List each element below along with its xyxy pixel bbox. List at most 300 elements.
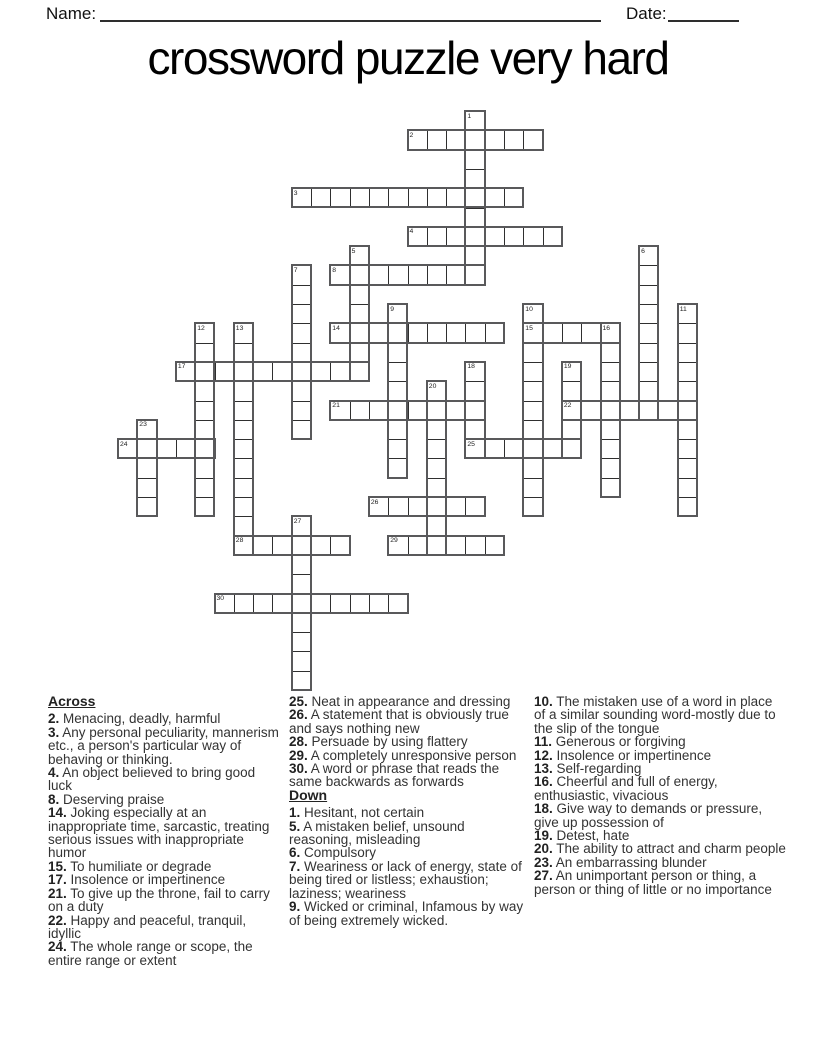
grid-cell[interactable]	[504, 439, 524, 459]
grid-cell[interactable]	[678, 362, 698, 382]
grid-cell[interactable]	[408, 401, 428, 421]
clue-item-12: 12. Insolence or impertinence	[534, 747, 712, 763]
grid-cell[interactable]	[601, 343, 621, 363]
clue-item-4: 4. An object believed to bring good luck	[48, 765, 256, 794]
grid-cell[interactable]	[427, 130, 447, 150]
grid-cell[interactable]	[562, 323, 582, 343]
clue-number-label: 2.	[48, 711, 60, 727]
cell-number: 26	[370, 498, 379, 506]
grid-cell[interactable]	[446, 497, 466, 517]
grid-cell[interactable]	[523, 362, 543, 382]
grid-cell[interactable]	[195, 420, 215, 440]
clue-number-label: 15.	[48, 858, 67, 874]
clues-heading-down: Down	[289, 786, 328, 803]
grid-cell[interactable]	[330, 401, 350, 421]
grid-cell[interactable]	[601, 458, 621, 478]
grid-cell[interactable]	[272, 362, 292, 382]
cell-number: 13	[235, 324, 244, 332]
grid-cell[interactable]	[292, 613, 312, 633]
grid-cell[interactable]	[678, 401, 698, 421]
grid-cell[interactable]	[272, 594, 292, 614]
grid-cell[interactable]	[234, 420, 254, 440]
cell-number: 19	[563, 363, 572, 371]
name-line[interactable]	[100, 20, 601, 22]
cell-number: 14	[332, 324, 340, 332]
cell-number: 30	[216, 595, 225, 602]
grid-cell[interactable]	[234, 362, 254, 382]
grid-cell[interactable]	[388, 536, 408, 556]
grid-cell[interactable]	[523, 343, 543, 363]
cell-number: 15	[525, 324, 533, 332]
grid-cell[interactable]	[195, 362, 215, 382]
date-label: Date:	[626, 4, 667, 23]
clue-number-label: 8.	[48, 791, 60, 807]
grid-cell[interactable]	[369, 323, 389, 343]
clue-number-label: 20.	[534, 841, 553, 857]
grid-cell[interactable]	[485, 439, 505, 459]
clue-number-label: 3.	[48, 724, 60, 740]
grid-cell[interactable]	[292, 265, 312, 285]
grid-cell[interactable]	[292, 401, 312, 421]
grid-cell[interactable]	[678, 343, 698, 363]
grid-cell[interactable]	[369, 188, 389, 208]
grid-cell[interactable]	[292, 362, 312, 382]
cell-number: 18	[467, 363, 475, 371]
grid-cell[interactable]	[446, 323, 466, 343]
cell-number: 29	[390, 537, 398, 545]
cell-number: 11	[679, 305, 687, 313]
grid-cell[interactable]	[465, 401, 485, 421]
grid-cell[interactable]	[678, 478, 698, 498]
grid-cell[interactable]	[523, 130, 543, 150]
grid-cell[interactable]	[369, 497, 389, 517]
grid-cell[interactable]	[234, 439, 254, 459]
grid-cell[interactable]	[215, 594, 235, 614]
grid-cell[interactable]	[195, 381, 215, 401]
clue-number-label: 14.	[48, 805, 67, 821]
grid-cell[interactable]	[581, 401, 601, 421]
clue-item-30: 30. A word or phrase that reads the same backwards as forwards	[289, 761, 500, 790]
grid-cell[interactable]	[446, 188, 466, 208]
grid-cell[interactable]	[292, 420, 312, 440]
grid-cell[interactable]	[620, 401, 640, 421]
cell-number: 23	[139, 421, 147, 429]
grid-cell[interactable]	[485, 188, 505, 208]
grid-cell[interactable]	[523, 323, 543, 343]
grid-cell[interactable]	[601, 381, 621, 401]
grid-cell[interactable]	[292, 188, 312, 208]
grid-cell[interactable]	[562, 420, 582, 440]
grid-cell[interactable]	[523, 478, 543, 498]
grid-cell[interactable]	[678, 458, 698, 478]
grid-cell[interactable]	[465, 246, 485, 266]
grid-cell[interactable]	[137, 478, 157, 498]
grid-cell[interactable]	[388, 458, 408, 478]
grid-cell[interactable]	[678, 497, 698, 517]
grid-cell[interactable]	[388, 401, 408, 421]
grid-cell[interactable]	[408, 265, 428, 285]
grid-cell[interactable]	[601, 401, 621, 421]
grid-cell[interactable]	[350, 265, 370, 285]
grid-cell[interactable]	[330, 188, 350, 208]
grid-cell[interactable]	[639, 285, 659, 305]
grid-cell[interactable]	[427, 323, 447, 343]
grid-cell[interactable]	[292, 536, 312, 556]
grid-cell[interactable]	[562, 362, 582, 382]
grid-cell[interactable]	[408, 536, 428, 556]
grid-cell[interactable]	[601, 362, 621, 382]
grid-cell[interactable]	[292, 632, 312, 652]
grid-cell[interactable]	[427, 516, 447, 536]
grid-cell[interactable]	[137, 439, 157, 459]
grid-cell[interactable]	[350, 343, 370, 363]
grid-cell[interactable]	[504, 130, 524, 150]
grid-cell[interactable]	[234, 594, 254, 614]
grid-cell[interactable]	[195, 401, 215, 421]
grid-cell[interactable]	[330, 323, 350, 343]
cell-number: 6	[641, 247, 645, 255]
grid-cell[interactable]	[292, 304, 312, 324]
grid-cell[interactable]	[465, 536, 485, 556]
clue-item-8: 8. Deserving praise	[48, 791, 165, 807]
grid-cell[interactable]	[176, 362, 196, 382]
clue-item-17: 17. Insolence or impertinence	[48, 872, 226, 888]
grid-cell[interactable]	[427, 401, 447, 421]
clue-number-label: 21.	[48, 885, 67, 901]
clue-number-label: 16.	[534, 774, 553, 790]
grid-cell[interactable]	[465, 188, 485, 208]
grid-cell[interactable]	[427, 265, 447, 285]
grid-cell[interactable]	[311, 362, 331, 382]
clue-number-label: 25.	[289, 694, 308, 709]
clue-number-label: 12.	[534, 747, 553, 763]
grid-cell[interactable]	[446, 130, 466, 150]
cell-number: 16	[602, 324, 611, 332]
cell-number: 28	[235, 537, 244, 545]
grid-cell[interactable]	[485, 130, 505, 150]
grid-cell[interactable]	[639, 265, 659, 285]
cell-number: 7	[293, 266, 298, 274]
grid-cell[interactable]	[350, 401, 370, 421]
grid-cell[interactable]	[678, 420, 698, 440]
grid-cell[interactable]	[234, 536, 254, 556]
grid-cell[interactable]	[408, 227, 428, 247]
grid-cell[interactable]	[465, 381, 485, 401]
grid-cell[interactable]	[639, 401, 659, 421]
grid-cell[interactable]	[253, 594, 273, 614]
clue-number-label: 1.	[289, 805, 301, 821]
grid-cell[interactable]	[601, 439, 621, 459]
grid-cell[interactable]	[195, 458, 215, 478]
clue-item-26: 26. A statement that is obviously true and says nothing new	[289, 707, 509, 736]
clue-item-14: 14. Joking especially at an inappropriate time, sarcastic, treating serious issues with inappropriate humor	[48, 805, 270, 861]
grid-cell[interactable]	[523, 458, 543, 478]
grid-cell[interactable]	[427, 478, 447, 498]
clue-number-label: 30.	[289, 761, 308, 777]
grid-cell[interactable]	[639, 362, 659, 382]
cell-number: 25	[467, 440, 475, 448]
grid-cell[interactable]	[137, 497, 157, 517]
clue-item-7: 7. Weariness or lack of energy, state of being tired or listless; exhaustion; laziness; weariness	[289, 858, 522, 901]
grid-cell[interactable]	[427, 536, 447, 556]
grid-cell[interactable]	[253, 362, 273, 382]
grid-cell[interactable]	[639, 304, 659, 324]
grid-cell[interactable]	[465, 169, 485, 189]
grid-cell[interactable]	[234, 381, 254, 401]
grid-cell[interactable]	[504, 227, 524, 247]
clue-item-23: 23. An embarrassing blunder	[534, 854, 707, 870]
clue-number-label: 9.	[289, 899, 301, 915]
grid-cell[interactable]	[292, 574, 312, 594]
grid-cell[interactable]	[465, 265, 485, 285]
grid-cell[interactable]	[388, 594, 408, 614]
grid-cell[interactable]	[195, 497, 215, 517]
grid-cell[interactable]	[523, 401, 543, 421]
grid-cell[interactable]	[388, 304, 408, 324]
grid-cell[interactable]	[523, 304, 543, 324]
grid-cell[interactable]	[234, 497, 254, 517]
grid-cell[interactable]	[465, 227, 485, 247]
grid-cell[interactable]	[369, 401, 389, 421]
grid-cell[interactable]	[562, 439, 582, 459]
grid-cell[interactable]	[523, 227, 543, 247]
clue-item-24: 24. The whole range or scope, the entire range or extent	[48, 939, 253, 968]
grid-cell[interactable]	[678, 439, 698, 459]
grid-cell[interactable]	[350, 285, 370, 305]
grid-cell[interactable]	[369, 594, 389, 614]
grid-cell[interactable]	[427, 439, 447, 459]
grid-cell[interactable]	[465, 111, 485, 131]
grid-cell[interactable]	[234, 323, 254, 343]
grid-cell[interactable]	[311, 188, 331, 208]
grid-cell[interactable]	[234, 343, 254, 363]
grid-cell[interactable]	[465, 323, 485, 343]
grid-cell[interactable]	[408, 130, 428, 150]
grid-cell[interactable]	[118, 439, 138, 459]
grid-cell[interactable]	[350, 594, 370, 614]
grid-cell[interactable]	[543, 323, 563, 343]
grid-cell[interactable]	[543, 227, 563, 247]
grid-cell[interactable]	[446, 536, 466, 556]
grid-cell[interactable]	[427, 381, 447, 401]
grid-cell[interactable]	[408, 323, 428, 343]
cell-number: 3	[293, 189, 298, 197]
grid-cell[interactable]	[388, 188, 408, 208]
cell-number: 21	[332, 402, 340, 409]
grid-cell[interactable]	[157, 439, 177, 459]
cell-number: 8	[332, 266, 337, 274]
grid-cell[interactable]	[446, 227, 466, 247]
grid-cell[interactable]	[465, 497, 485, 517]
clue-item-3: 3. Any personal peculiarity, mannerism etc., a person's particular way of behaving or thinking.	[48, 724, 279, 767]
grid-cell[interactable]	[292, 555, 312, 575]
clue-number-label: 29.	[289, 747, 308, 763]
clue-number-label: 11.	[534, 734, 553, 750]
clues-column-1	[48, 695, 281, 967]
grid-cell[interactable]	[330, 362, 350, 382]
clue-number-label: 4.	[48, 765, 60, 781]
clue-item-18: 18. Give way to demands or pressure, give up possession of	[534, 801, 763, 830]
grid-cell[interactable]	[350, 362, 370, 382]
grid-cell[interactable]	[330, 594, 350, 614]
grid-cell[interactable]	[408, 188, 428, 208]
grid-cell[interactable]	[195, 478, 215, 498]
grid-cell[interactable]	[388, 381, 408, 401]
grid-cell[interactable]	[658, 401, 678, 421]
grid-cell[interactable]	[292, 651, 312, 671]
grid-cell[interactable]	[523, 420, 543, 440]
clue-item-19: 19. Detest, hate	[534, 828, 630, 844]
grid-cell[interactable]	[388, 323, 408, 343]
grid-cell[interactable]	[369, 265, 389, 285]
clue-item-15: 15. To humiliate or degrade	[48, 858, 212, 874]
grid-cell[interactable]	[427, 188, 447, 208]
cell-number: 1	[467, 112, 472, 120]
grid-cell[interactable]	[427, 458, 447, 478]
cell-number: 12	[197, 324, 205, 332]
grid-cell[interactable]	[678, 323, 698, 343]
clue-item-1: 1. Hesitant, not certain	[289, 805, 425, 821]
grid-cell[interactable]	[176, 439, 196, 459]
grid-cell[interactable]	[543, 439, 563, 459]
grid-cell[interactable]	[388, 439, 408, 459]
grid-cell[interactable]	[292, 516, 312, 536]
clue-item-6: 6. Compulsory	[289, 845, 377, 861]
grid-cell[interactable]	[408, 497, 428, 517]
grid-cell[interactable]	[485, 536, 505, 556]
clue-item-9: 9. Wicked or criminal, Infamous by way of being extremely wicked.	[289, 899, 524, 928]
grid-cell[interactable]	[234, 516, 254, 536]
clue-number-label: 18.	[534, 801, 553, 817]
grid-cell[interactable]	[292, 381, 312, 401]
grid-cell[interactable]	[601, 478, 621, 498]
grid-cell[interactable]	[234, 458, 254, 478]
clue-number-label: 19.	[534, 828, 553, 844]
grid-cell[interactable]	[292, 323, 312, 343]
grid-cell[interactable]	[292, 285, 312, 305]
clue-item-5: 5. A mistaken belief, unsound reasoning, misleading	[289, 818, 465, 848]
grid-cell[interactable]	[311, 594, 331, 614]
grid-cell[interactable]	[427, 227, 447, 247]
clue-number-label: 23.	[534, 854, 553, 870]
cell-number: 4	[409, 228, 414, 236]
grid-cell[interactable]	[292, 343, 312, 363]
clue-item-28: 28. Persuade by using flattery	[289, 734, 468, 750]
grid-cell[interactable]	[292, 671, 312, 691]
clue-item-10: 10. The mistaken use of a word in place of a similar sounding word-mostly due to the slip of the tongue	[534, 694, 776, 736]
grid-cell[interactable]	[465, 420, 485, 440]
grid-cell[interactable]	[234, 478, 254, 498]
cell-number: 20	[428, 382, 437, 390]
clue-number-label: 26.	[289, 707, 308, 723]
grid-cell[interactable]	[446, 265, 466, 285]
grid-cell[interactable]	[350, 188, 370, 208]
clues-column-3	[534, 695, 786, 896]
grid-cell[interactable]	[465, 150, 485, 170]
grid-cell[interactable]	[581, 323, 601, 343]
grid-cell[interactable]	[330, 265, 350, 285]
clue-number-label: 5.	[289, 818, 301, 834]
grid-cell[interactable]	[350, 246, 370, 266]
grid-cell[interactable]	[601, 420, 621, 440]
cell-number: 24	[120, 440, 128, 448]
clue-item-11: 11. Generous or forgiving	[534, 734, 686, 750]
clue-item-13: 13. Self-regarding	[534, 761, 642, 777]
grid-cell[interactable]	[465, 439, 485, 459]
cell-number: 27	[293, 517, 302, 525]
grid-cell[interactable]	[350, 304, 370, 324]
grid-cell[interactable]	[639, 323, 659, 343]
grid-cell[interactable]	[388, 362, 408, 382]
grid-cell[interactable]	[485, 323, 505, 343]
cell-number: 10	[525, 305, 533, 313]
clue-item-22: 22. Happy and peaceful, tranquil, idyllic	[48, 912, 247, 941]
clue-number-label: 28.	[289, 734, 308, 750]
grid-cell[interactable]	[523, 439, 543, 459]
grid-cell[interactable]	[678, 381, 698, 401]
grid-cell[interactable]	[504, 188, 524, 208]
grid-cell[interactable]	[562, 381, 582, 401]
grid-cell[interactable]	[388, 497, 408, 517]
grid-cell[interactable]	[234, 401, 254, 421]
grid-cell[interactable]	[485, 227, 505, 247]
grid-cell[interactable]	[601, 323, 621, 343]
grid-cell[interactable]	[137, 458, 157, 478]
grid-cell[interactable]	[195, 343, 215, 363]
grid-cell[interactable]	[639, 343, 659, 363]
grid-cell[interactable]	[330, 536, 350, 556]
grid-cell[interactable]	[272, 536, 292, 556]
grid-cell[interactable]	[465, 208, 485, 228]
grid-cell[interactable]	[292, 594, 312, 614]
grid-cell[interactable]	[311, 536, 331, 556]
cell-number: 5	[351, 247, 356, 255]
grid-cell[interactable]	[215, 362, 235, 382]
grid-cell[interactable]	[639, 381, 659, 401]
grid-cell[interactable]	[465, 130, 485, 150]
page-title: crossword puzzle very hard	[147, 32, 669, 84]
date-line[interactable]	[668, 20, 739, 22]
name-label: Name:	[46, 4, 97, 23]
clue-number-label: 17.	[48, 872, 67, 888]
grid-cell[interactable]	[678, 304, 698, 324]
cell-number: 17	[177, 363, 186, 371]
grid-cell[interactable]	[137, 420, 157, 440]
grid-cell[interactable]	[388, 265, 408, 285]
grid-cell[interactable]	[427, 497, 447, 517]
grid-cell[interactable]	[350, 323, 370, 343]
grid-cell[interactable]	[562, 401, 582, 421]
grid-cell[interactable]	[388, 343, 408, 363]
clue-item-20: 20. The ability to attract and charm people	[534, 841, 786, 857]
grid-cell[interactable]	[523, 497, 543, 517]
clue-item-21: 21. To give up the throne, fail to carry on a duty	[48, 885, 270, 915]
grid-cell[interactable]	[253, 536, 273, 556]
grid-cell[interactable]	[388, 420, 408, 440]
grid-cell[interactable]	[195, 439, 215, 459]
grid-cell[interactable]	[195, 323, 215, 343]
grid-cell[interactable]	[427, 420, 447, 440]
cell-number: 9	[390, 305, 394, 313]
grid-cell[interactable]	[465, 362, 485, 382]
clue-number-label: 13.	[534, 761, 553, 777]
grid-cell[interactable]	[446, 401, 466, 421]
grid-cell[interactable]	[523, 381, 543, 401]
clue-item-27: 27. An unimportant person or thing, a person or thing of little or no importance	[534, 868, 772, 897]
grid-cell[interactable]	[639, 246, 659, 266]
clues-heading-across: Across	[48, 693, 96, 709]
clue-number-label: 24.	[48, 939, 67, 955]
